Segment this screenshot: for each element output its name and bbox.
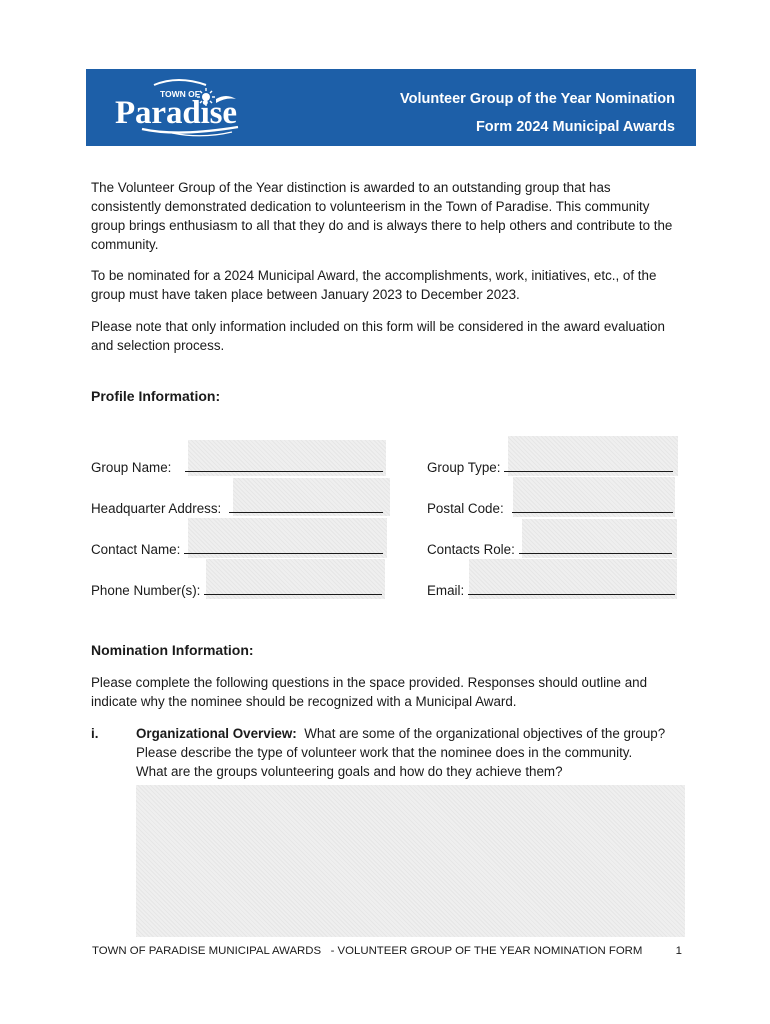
page-footer bbox=[92, 945, 682, 957]
postal-code-label: Postal Code: bbox=[427, 501, 504, 516]
phone-row bbox=[91, 582, 382, 598]
question-1-body: What are some of the organizational objectives of the group? Please describe the type of volunteer work that the nominee does in the community. What are the groups volunteering goals and how do they achieve them? bbox=[136, 726, 666, 779]
hq-address-label: Headquarter Address: bbox=[91, 501, 222, 516]
group-type-label: Group Type: bbox=[427, 460, 501, 475]
form-title-line1: Volunteer Group of the Year Nomination bbox=[400, 91, 675, 107]
group-name-label: Group Name: bbox=[91, 460, 172, 475]
form-title bbox=[400, 85, 675, 141]
question-1-number: i. bbox=[91, 726, 99, 741]
header-banner bbox=[86, 69, 696, 146]
form-title-line2: Form 2024 Municipal Awards bbox=[475, 119, 675, 135]
email-line bbox=[468, 582, 675, 595]
intro-paragraph-3: Please note that only information included on this form will be considered in the award evaluation and selection process. bbox=[91, 319, 665, 353]
group-name-row bbox=[91, 459, 383, 475]
group-name-line bbox=[185, 459, 383, 472]
group-type-line bbox=[504, 459, 673, 472]
page-number: 1 bbox=[675, 945, 682, 957]
hq-address-row bbox=[91, 500, 383, 516]
group-type-row bbox=[427, 459, 673, 475]
hq-address-line bbox=[229, 500, 383, 513]
contact-role-line bbox=[519, 541, 672, 554]
phone-line bbox=[204, 582, 382, 595]
nomination-instructions: Please complete the following questions in the space provided. Responses should outline and indicate why the nominee should be recognized with a Municipal Award. bbox=[91, 675, 648, 709]
contact-name-label: Contact Name: bbox=[91, 542, 181, 557]
profile-heading: Profile Information: bbox=[91, 388, 221, 404]
intro-paragraph-1: The Volunteer Group of the Year distinction is awarded to an outstanding group that has consistently demonstrated dedication to volunteerism in the Town of Paradise. This community group brings enthusiasm to all that they do and is always there to help others and contribute to the community. bbox=[91, 180, 673, 252]
contact-role-row bbox=[427, 541, 672, 557]
logo-small-text: TOWN OF bbox=[160, 89, 200, 99]
contact-role-label: Contacts Role: bbox=[427, 542, 515, 557]
phone-label: Phone Number(s): bbox=[91, 583, 201, 598]
town-of-paradise-logo bbox=[112, 77, 244, 139]
postal-code-row bbox=[427, 500, 673, 516]
contact-name-line bbox=[184, 541, 383, 554]
logo-large-text: Paradise bbox=[115, 95, 237, 131]
email-row bbox=[427, 582, 675, 598]
footer-text: TOWN OF PARADISE MUNICIPAL AWARDS - VOLUNTEER GROUP OF THE YEAR NOMINATION FORM bbox=[92, 945, 643, 957]
intro-paragraph-2: To be nominated for a 2024 Municipal Award, the accomplishments, work, initiatives, etc., of the group must have taken place between January 2023 to December 2023. bbox=[91, 268, 657, 302]
email-label: Email: bbox=[427, 583, 465, 598]
contact-name-row bbox=[91, 541, 383, 557]
nomination-heading: Nomination Information: bbox=[91, 642, 254, 658]
question-1-answer-box[interactable] bbox=[136, 785, 685, 937]
question-1-title: Organizational Overview: bbox=[136, 726, 297, 741]
postal-code-line bbox=[512, 500, 673, 513]
question-1-text bbox=[136, 724, 666, 781]
